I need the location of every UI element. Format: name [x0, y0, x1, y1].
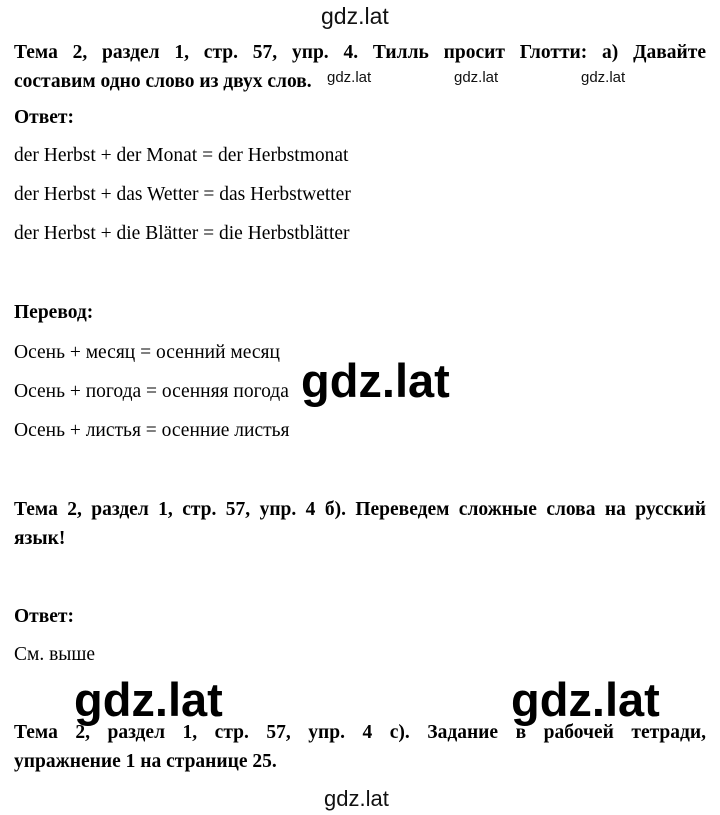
- watermark-inline-3: gdz.lat: [581, 69, 626, 86]
- answer-1-line-2: der Herbst + das Wetter = das Herbstwetter: [14, 184, 351, 205]
- watermark-bottom-left: gdz.lat: [74, 673, 223, 726]
- task-3-line-1: Тема 2, раздел 1, стр. 57, упр. 4 с). Задание в рабочей тетради,: [14, 722, 706, 743]
- answer-2-heading: Ответ:: [14, 606, 75, 627]
- task-3-line-2: упражнение 1 на странице 25.: [14, 751, 277, 772]
- watermark-top: gdz.lat: [321, 3, 389, 29]
- answer-1-heading: Ответ:: [14, 107, 75, 128]
- watermark-footer: gdz.lat: [324, 786, 389, 811]
- task-1-line-1: Тема 2, раздел 1, стр. 57, упр. 4. Тилль просит Глотти: а) Давайте: [14, 42, 706, 63]
- translation-heading: Перевод:: [14, 302, 94, 323]
- answer-1-line-3: der Herbst + die Blätter = die Herbstblätter: [14, 223, 350, 244]
- answer-2-text: См. выше: [14, 644, 96, 665]
- answer-1-line-1: der Herbst + der Monat = der Herbstmonat: [14, 145, 349, 166]
- watermark-inline-2: gdz.lat: [454, 69, 499, 86]
- task-2-line-1: Тема 2, раздел 1, стр. 57, упр. 4 б). Переведем сложные слова на русский: [14, 499, 706, 520]
- task-2-line-2: язык!: [14, 528, 66, 549]
- watermark-middle: gdz.lat: [301, 354, 450, 407]
- watermark-bottom-right: gdz.lat: [511, 673, 660, 726]
- translation-line-3: Осень + листья = осенние листья: [14, 420, 290, 441]
- task-1-line-2: составим одно слово из двух слов.: [14, 71, 312, 92]
- translation-line-1: Осень + месяц = осенний месяц: [14, 342, 280, 363]
- watermark-inline-1: gdz.lat: [327, 69, 372, 86]
- translation-line-2: Осень + погода = осенняя погода: [14, 381, 289, 402]
